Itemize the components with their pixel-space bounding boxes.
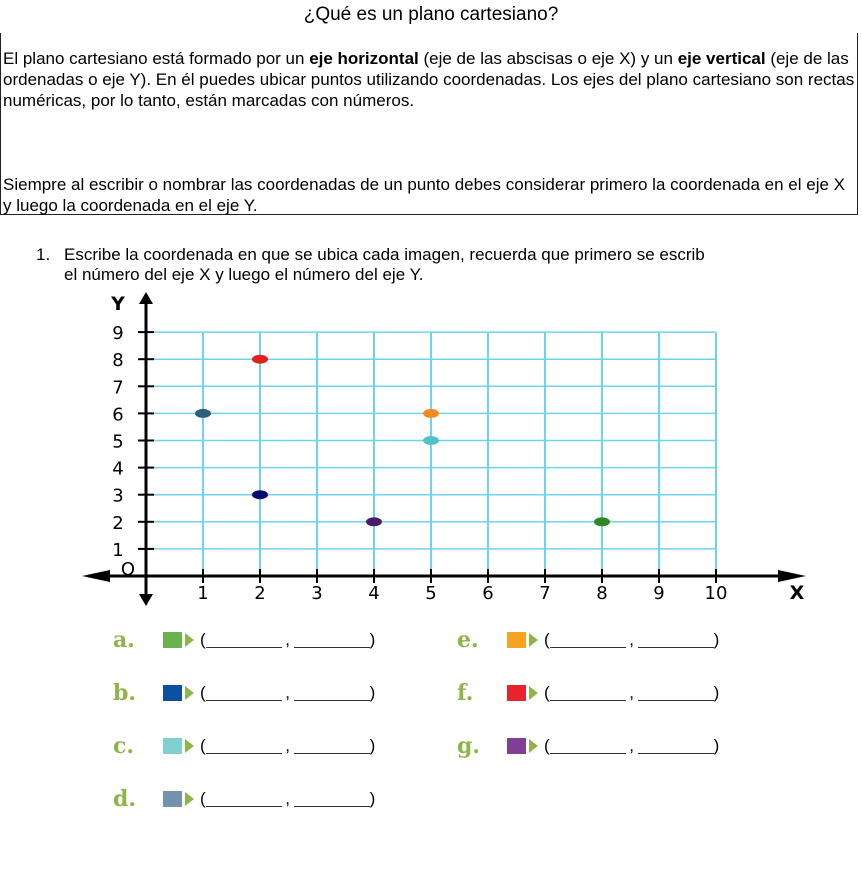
comma: , <box>285 630 291 649</box>
color-swatch <box>163 685 182 701</box>
bold-term-horizontal: eje horizontal <box>309 49 419 68</box>
data-point <box>366 517 382 526</box>
question-line-2: el número del eje X y luego el número del eje Y. <box>64 265 424 284</box>
intro-text: El plano cartesiano está formado por un <box>3 49 310 68</box>
x-coordinate-blank[interactable] <box>206 739 282 754</box>
y-coordinate-blank[interactable] <box>638 633 714 648</box>
comma: , <box>285 789 291 808</box>
y-tick-label: 2 <box>112 512 124 534</box>
question-number: 1. <box>36 245 51 264</box>
intro-paragraph-1 <box>3 48 855 111</box>
close-paren: ) <box>713 683 720 702</box>
comma: , <box>285 736 291 755</box>
open-paren: ( <box>200 736 206 755</box>
play-arrow-icon <box>529 686 538 700</box>
y-axis-arrow-down <box>139 594 153 606</box>
y-tick-label: 7 <box>112 377 124 399</box>
x-coordinate-blank[interactable] <box>550 739 626 754</box>
y-coordinate-blank[interactable] <box>294 633 370 648</box>
y-tick-label: 4 <box>112 458 124 480</box>
open-paren: ( <box>200 683 206 702</box>
x-tick-label: 2 <box>254 583 266 604</box>
close-paren: ) <box>713 736 720 755</box>
play-arrow-icon <box>529 633 538 647</box>
answer-row <box>113 784 375 814</box>
answer-letter: f. <box>457 680 474 706</box>
x-tick-label: 8 <box>596 583 608 604</box>
data-point <box>252 490 268 499</box>
intro-text: (eje de las abscisas o eje X) y un <box>418 49 678 68</box>
answer-row <box>113 625 375 655</box>
x-axis-arrow-left <box>82 570 110 582</box>
origin-label: O <box>120 559 136 580</box>
close-paren: ) <box>369 736 376 755</box>
x-tick-label: 1 <box>197 583 209 604</box>
answer-row <box>457 731 719 761</box>
answer-letter: e. <box>457 627 479 653</box>
intro-paragraph-2: Siempre al escribir o nombrar las coordenadas de un punto debes considerar primero la coordenada en el eje X y luego la coordenada en el eje Y. <box>3 175 845 215</box>
data-point <box>195 409 211 418</box>
open-paren: ( <box>544 630 550 649</box>
question-1 <box>36 245 862 285</box>
close-paren: ) <box>369 630 376 649</box>
open-paren: ( <box>544 736 550 755</box>
answer-row <box>457 625 719 655</box>
close-paren: ) <box>369 683 376 702</box>
y-tick-label: 1 <box>112 539 124 561</box>
comma: , <box>629 683 635 702</box>
data-point <box>252 355 268 364</box>
data-point <box>594 517 610 526</box>
answer-row <box>113 731 375 761</box>
x-axis-arrow-right <box>778 570 806 582</box>
color-swatch <box>163 738 182 754</box>
y-tick-label: 6 <box>112 404 124 426</box>
answer-row <box>113 678 375 708</box>
x-tick-label: 10 <box>704 583 728 604</box>
color-swatch <box>507 685 526 701</box>
comma: , <box>285 683 291 702</box>
color-swatch <box>163 632 182 648</box>
answer-letter: b. <box>113 680 137 706</box>
play-arrow-icon <box>185 792 194 806</box>
color-swatch <box>163 791 182 807</box>
y-coordinate-blank[interactable] <box>294 686 370 701</box>
x-tick-label: 6 <box>482 583 494 604</box>
y-coordinate-blank[interactable] <box>294 739 370 754</box>
x-tick-label: 3 <box>311 583 323 604</box>
x-tick-label: 7 <box>539 583 551 604</box>
play-arrow-icon <box>185 739 194 753</box>
answer-letter: d. <box>113 786 137 812</box>
data-point <box>423 409 439 418</box>
x-tick-label: 4 <box>368 583 380 604</box>
y-tick-label: 9 <box>112 323 124 345</box>
x-coordinate-blank[interactable] <box>206 633 282 648</box>
question-line-1: Escribe la coordenada en que se ubica cada imagen, recuerda que primero se escrib <box>64 245 705 264</box>
play-arrow-icon <box>529 739 538 753</box>
y-tick-label: 8 <box>112 350 124 372</box>
page-title: ¿Qué es un plano cartesiano? <box>303 4 559 25</box>
answer-row <box>457 678 719 708</box>
x-tick-label: 9 <box>653 583 665 604</box>
x-tick-label: 5 <box>425 583 437 604</box>
x-coordinate-blank[interactable] <box>550 633 626 648</box>
color-swatch <box>507 738 526 754</box>
y-coordinate-blank[interactable] <box>638 739 714 754</box>
answer-letter: a. <box>113 627 135 653</box>
data-point <box>423 436 439 445</box>
play-arrow-icon <box>185 633 194 647</box>
x-coordinate-blank[interactable] <box>550 686 626 701</box>
cartesian-plane <box>0 290 862 610</box>
play-arrow-icon <box>185 686 194 700</box>
open-paren: ( <box>200 630 206 649</box>
open-paren: ( <box>544 683 550 702</box>
bold-term-vertical: eje vertical <box>677 49 766 68</box>
x-coordinate-blank[interactable] <box>206 686 282 701</box>
comma: , <box>629 736 635 755</box>
close-paren: ) <box>713 630 720 649</box>
y-coordinate-blank[interactable] <box>294 792 370 807</box>
answer-letter: g. <box>457 733 481 759</box>
y-axis-arrow-up <box>139 292 153 304</box>
color-swatch <box>507 632 526 648</box>
x-axis-label: X <box>789 582 805 604</box>
open-paren: ( <box>200 789 206 808</box>
y-tick-label: 5 <box>112 431 124 453</box>
x-coordinate-blank[interactable] <box>206 792 282 807</box>
y-tick-label: 3 <box>112 485 124 507</box>
close-paren: ) <box>369 789 376 808</box>
answer-letter: c. <box>113 733 135 759</box>
intro-text: (eje de las ordenadas o eje Y). En él puedes ubicar puntos utilizando coordenadas. Los ejes del plano cartesiano son rectas numéricas, por lo tanto, están marcadas con números. <box>3 49 855 110</box>
y-coordinate-blank[interactable] <box>638 686 714 701</box>
y-axis-label: Y <box>111 293 125 315</box>
comma: , <box>629 630 635 649</box>
